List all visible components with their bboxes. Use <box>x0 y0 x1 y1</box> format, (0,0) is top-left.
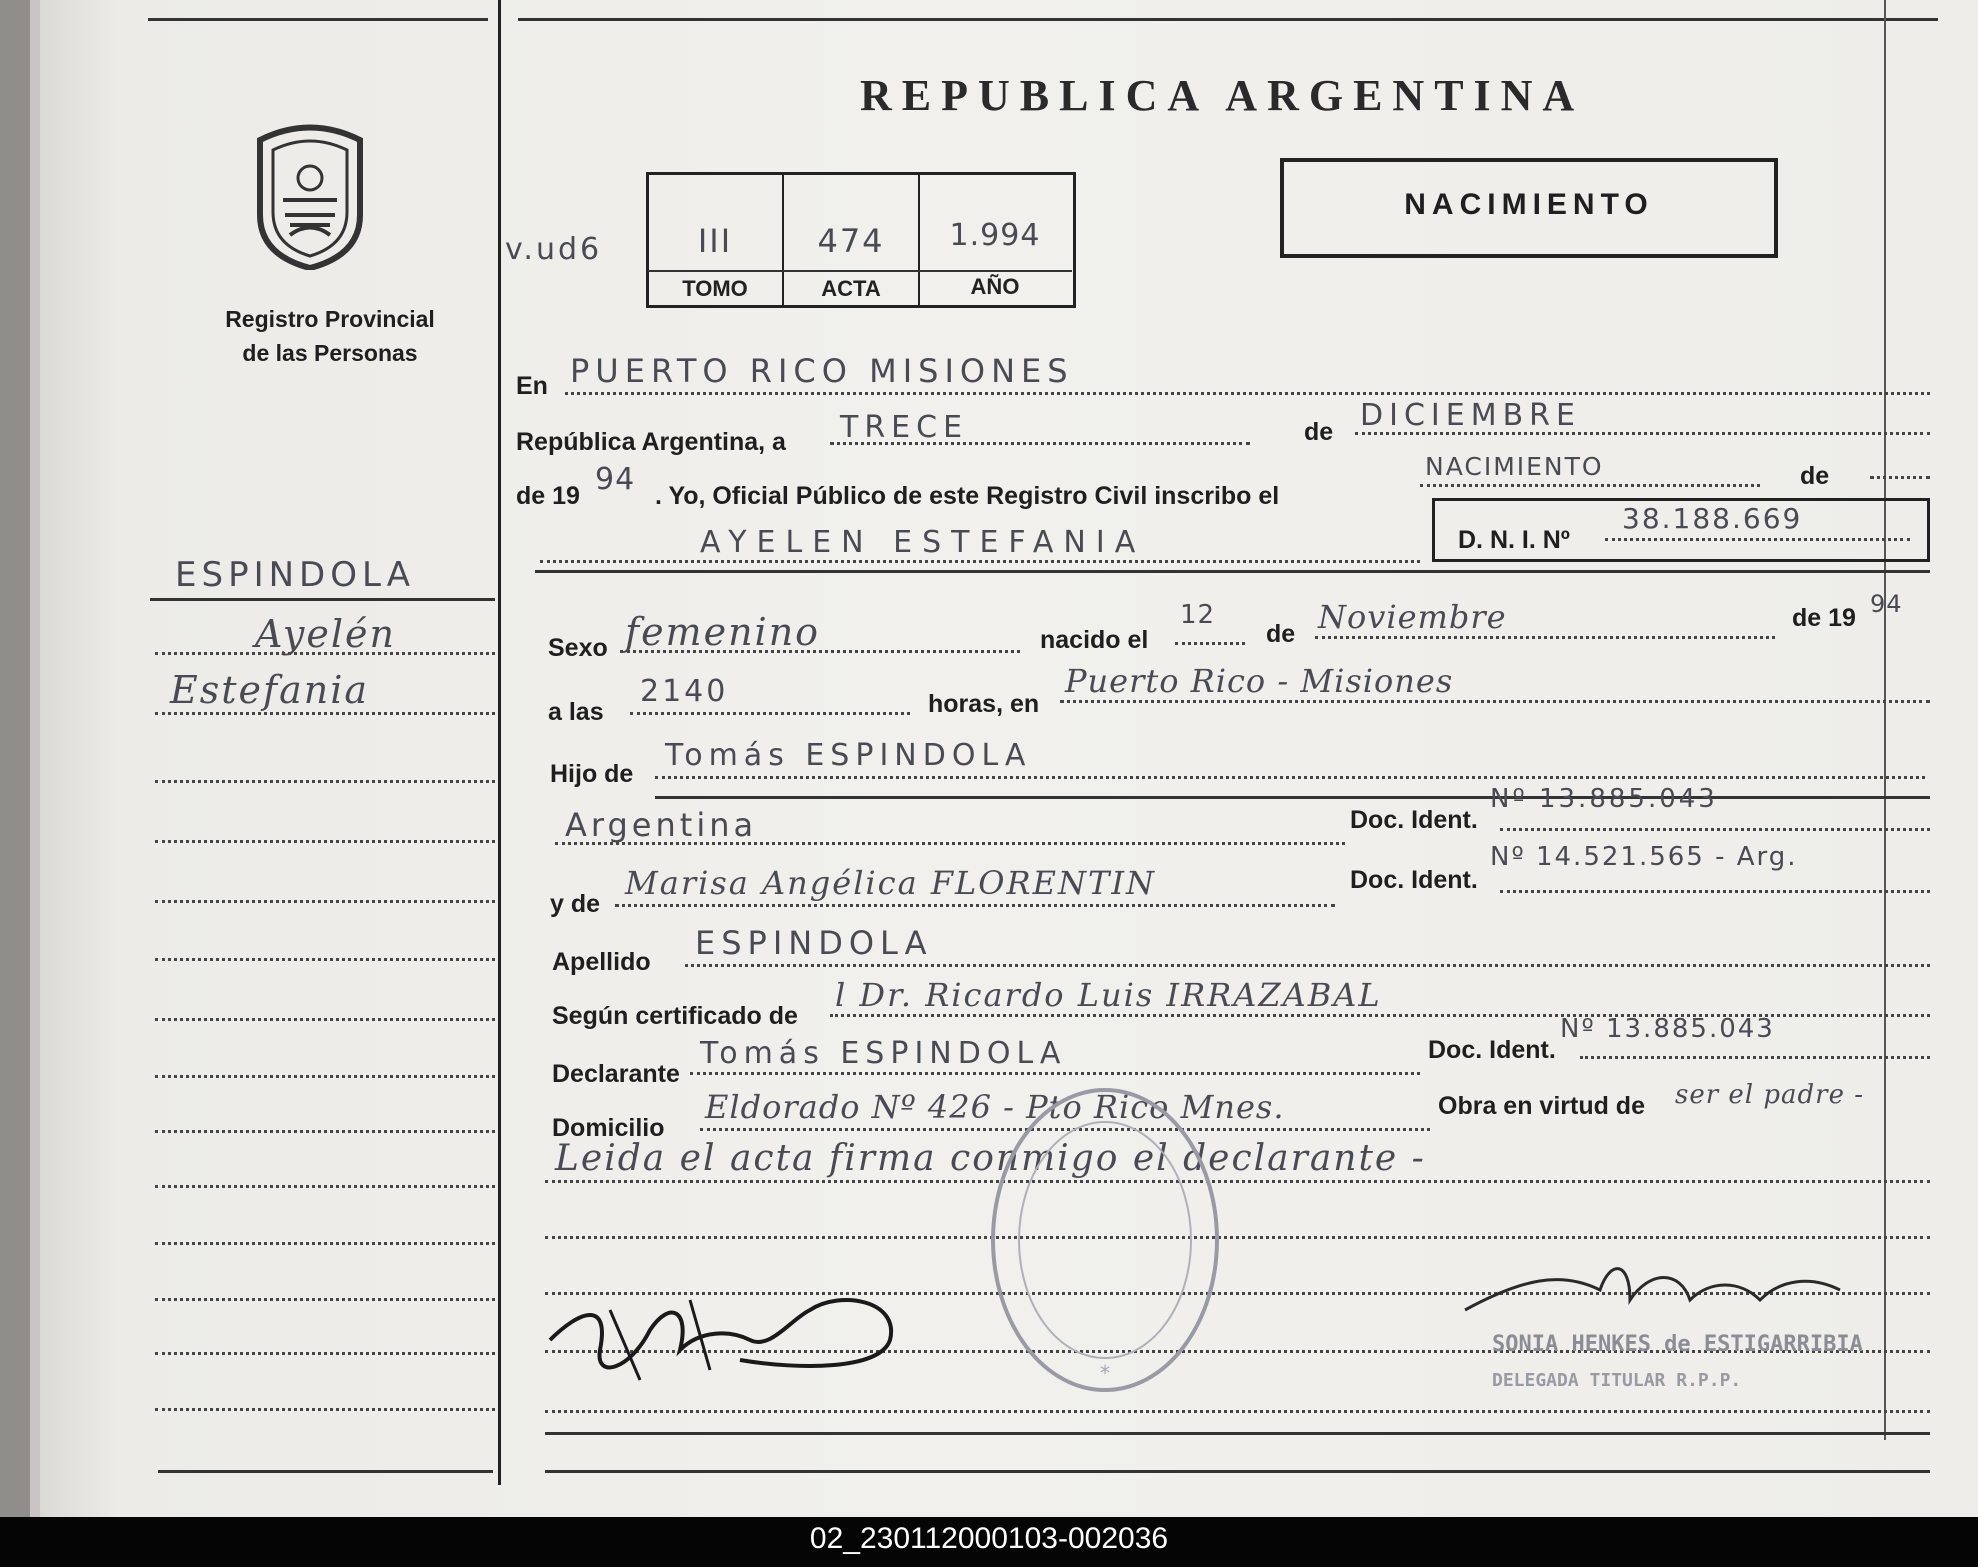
doc-label-3: Doc. Ident. <box>1428 1036 1556 1064</box>
day-line <box>830 442 1250 445</box>
document-title: REPUBLICA ARGENTINA <box>860 71 1585 120</box>
margin-line <box>155 1185 495 1188</box>
de-label: de <box>1304 418 1334 446</box>
margin-line <box>155 1298 495 1301</box>
margin-line <box>155 840 495 843</box>
left-top-rule <box>148 18 488 21</box>
obra-value: ser el padre - <box>1675 1080 1865 1110</box>
dni-line <box>1605 538 1910 541</box>
closing-statement: Leida el acta firma conmigo el declarante - <box>555 1138 1426 1179</box>
yde-label: y de <box>550 890 601 918</box>
father-nationality-line <box>555 842 1345 845</box>
margin-line <box>155 1075 495 1078</box>
margin-line <box>155 652 495 655</box>
segun-label: Según certificado de <box>552 1002 798 1030</box>
birth-certificate-page <box>30 0 1978 1517</box>
nacido-label: nacido el <box>1040 626 1149 654</box>
margin-line <box>155 1130 495 1133</box>
apellido-label: Apellido <box>552 948 651 976</box>
sexo-label: Sexo <box>548 634 608 662</box>
margin-line <box>155 900 495 903</box>
alas-label: a las <box>548 698 604 726</box>
day-value: TRECE <box>840 410 969 445</box>
tomo-label: TOMO <box>682 276 748 301</box>
declarante-line <box>690 1072 1420 1075</box>
registry-office-name <box>190 302 470 370</box>
declarant-signature-icon <box>540 1270 920 1400</box>
mother-doc-value: Nº 14.521.565 - Arg. <box>1490 842 1798 872</box>
nacido-day-line <box>1175 642 1245 645</box>
month-value: DICIEMBRE <box>1360 398 1581 433</box>
father-name-line <box>655 776 1925 779</box>
scan-reference-code: 02_230112000103-002036 <box>809 1522 1169 1555</box>
blank-line <box>545 1410 1930 1413</box>
mother-doc-line <box>1500 890 1930 893</box>
apellido-value: ESPINDOLA <box>695 924 933 962</box>
volume-box-label-rule <box>648 270 1072 272</box>
month-line <box>1355 432 1930 435</box>
mother-name-line <box>615 904 1335 907</box>
declarante-doc-value: Nº 13.885.043 <box>1560 1014 1775 1044</box>
hour-value: 2140 <box>640 674 729 709</box>
place-value: Puerto Rico - Misiones <box>1065 662 1454 700</box>
de19-label-2: de 19 <box>1792 604 1856 632</box>
republica-label: República Argentina, a <box>516 428 786 456</box>
yo-label: . Yo, Oficial Público de este Registro Civil inscribo el <box>655 482 1280 510</box>
segun-value: l Dr. Ricardo Luis IRRAZABAL <box>835 976 1382 1014</box>
official-title-stamp: DELEGADA TITULAR R.P.P. <box>1492 1370 1742 1391</box>
doc-label-2: Doc. Ident. <box>1350 866 1478 894</box>
father-doc-value: Nº 13.885.043 <box>1490 784 1718 814</box>
de-label-3: de <box>1266 620 1296 648</box>
margin-note: v.ud6 <box>505 232 603 267</box>
section-rule-1 <box>535 570 1930 573</box>
right-top-rule <box>518 18 1938 21</box>
registry-office-line1: Registro Provincial <box>225 306 435 332</box>
en-value: PUERTO RICO MISIONES <box>570 352 1074 390</box>
child-name-line <box>540 560 1420 563</box>
margin-line <box>155 1352 495 1355</box>
margin-line <box>155 1408 495 1411</box>
margin-first-name: Ayelén <box>255 612 396 656</box>
tomo-value: III <box>697 222 733 260</box>
hour-line <box>630 712 910 715</box>
de-line-2 <box>1870 476 1930 479</box>
closing-line <box>545 1180 1930 1183</box>
doc-label-1: Doc. Ident. <box>1350 806 1478 834</box>
declarante-value: Tomás ESPINDOLA <box>700 1036 1067 1071</box>
margin-line <box>155 958 495 961</box>
horas-label: horas, en <box>928 690 1040 718</box>
year-value: 94 <box>595 462 636 497</box>
de19-label: de 19 <box>516 482 580 510</box>
margin-line <box>155 1018 495 1021</box>
en-label: En <box>516 372 548 400</box>
column-divider <box>498 0 501 1485</box>
acta-label: ACTA <box>821 276 881 301</box>
inscribo-value: NACIMIENTO <box>1425 452 1604 481</box>
domicilio-label: Domicilio <box>552 1114 665 1142</box>
provincial-seal-icon <box>245 120 375 270</box>
father-nationality-value: Argentina <box>565 806 758 844</box>
declarante-label: Declarante <box>552 1060 680 1088</box>
margin-bottom-rule <box>158 1470 493 1473</box>
obra-label: Obra en virtud de <box>1438 1092 1645 1120</box>
inscribo-line <box>1420 484 1760 487</box>
section-rule-2 <box>655 796 1930 799</box>
margin-surname-rule <box>150 598 495 601</box>
margin-line <box>155 1242 495 1245</box>
svg-text:*: * <box>1100 1361 1110 1385</box>
hijo-label: Hijo de <box>550 760 634 788</box>
nacido-month-value: Noviembre <box>1318 598 1507 636</box>
dni-value: 38.188.669 <box>1622 502 1803 535</box>
ano-label: AÑO <box>970 274 1020 299</box>
sexo-value: femenino <box>625 610 821 654</box>
margin-surname: ESPINDOLA <box>175 555 415 595</box>
footer-rule <box>545 1470 1930 1473</box>
margin-second-name: Estefania <box>170 668 370 712</box>
official-signature-icon <box>1460 1250 1860 1340</box>
bottom-rule <box>545 1432 1930 1435</box>
declarante-doc-line <box>1580 1056 1930 1059</box>
domicilio-value: Eldorado Nº 426 - Pto Rico Mnes. <box>705 1088 1285 1126</box>
mother-name-value: Marisa Angélica FLORENTIN <box>625 864 1156 902</box>
acta-value: 474 <box>817 222 885 260</box>
ano-value: 1.994 <box>949 218 1041 253</box>
nacido-month-line <box>1315 636 1775 639</box>
margin-line <box>155 712 495 715</box>
dni-label: D. N. I. Nº <box>1458 526 1570 554</box>
father-name-value: Tomás ESPINDOLA <box>665 738 1032 773</box>
right-border <box>1884 0 1886 1440</box>
en-line <box>565 392 1930 395</box>
registry-office-line2: de las Personas <box>242 340 418 366</box>
record-type-label: NACIMIENTO <box>1404 188 1654 221</box>
apellido-line <box>685 964 1930 967</box>
sexo-line <box>620 650 1020 653</box>
official-name-stamp: SONIA HENKES de ESTIGARRIBIA <box>1492 1332 1863 1357</box>
blank-line <box>545 1236 1930 1239</box>
father-doc-line <box>1500 828 1930 831</box>
margin-line <box>155 780 495 783</box>
registry-stamp-icon <box>985 1080 1225 1400</box>
de-label-2: de <box>1800 462 1830 490</box>
nacido-year-value: 94 <box>1870 590 1903 618</box>
nacido-day-value: 12 <box>1180 600 1216 630</box>
place-line <box>1060 700 1930 703</box>
child-name-value: AYELEN ESTEFANIA <box>700 525 1146 560</box>
